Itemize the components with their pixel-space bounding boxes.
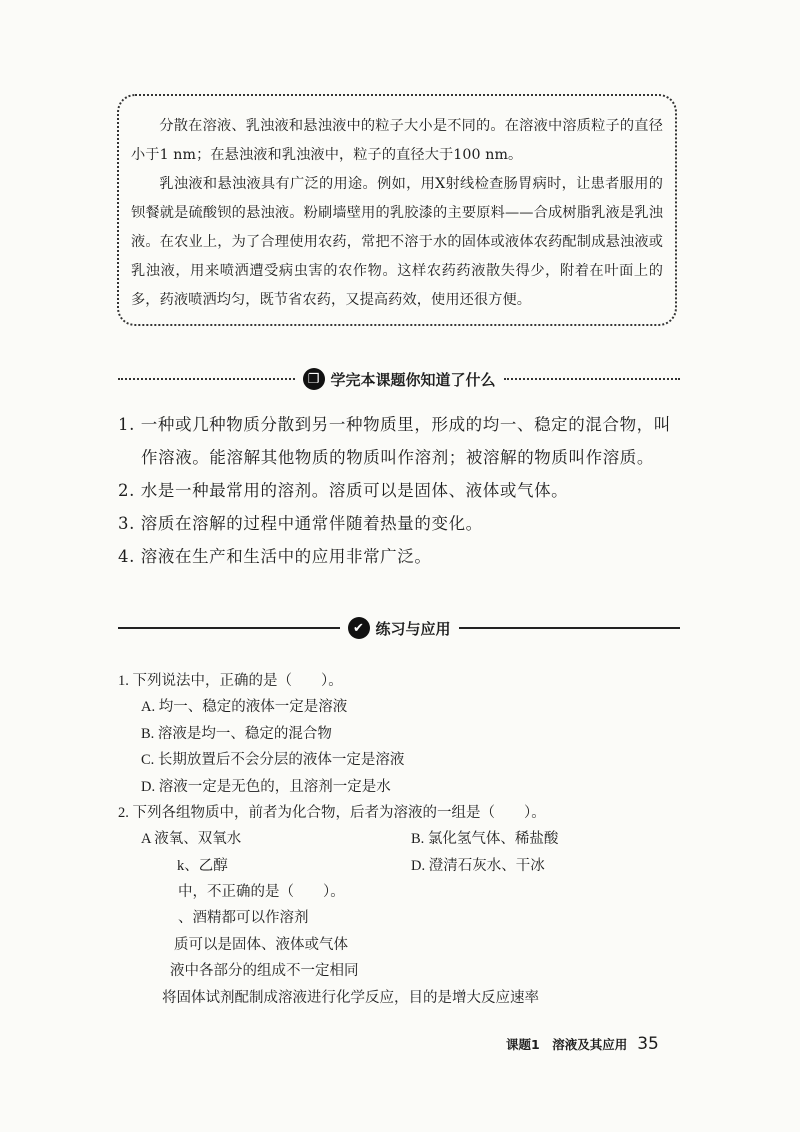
option: 将固体试剂配制成溶液进行化学反应，目的是增大反应速率 xyxy=(162,989,539,1006)
option: B. 溶液是均一、稳定的混合物 xyxy=(141,725,332,742)
option-d: D. 澄清石灰水、干冰 xyxy=(411,857,545,874)
option-a: A 液氧、双氧水 xyxy=(141,831,242,847)
exercise-title: 练习与应用 xyxy=(375,619,451,638)
summary-list xyxy=(118,408,680,573)
book-icon: ❐ xyxy=(303,368,325,390)
summary-item: 2. 水是一种最常用的溶剂。溶质可以是固体、液体或气体。 xyxy=(118,481,569,500)
exercise-list xyxy=(118,668,680,1011)
question-1-stem: 1. 下列说法中，正确的是（ ）。 xyxy=(118,673,343,689)
dotted-rule-right xyxy=(504,378,681,380)
reading-paragraph-1: 分散在溶液、乳浊液和悬浊液中的粒子大小是不同的。在溶液中溶质粒子的直径小于1 nm；在悬浊液和乳浊液中，粒子的直径大于100 nm。 xyxy=(131,118,663,163)
solid-rule-left xyxy=(118,627,340,629)
checkmark-icon: ✔ xyxy=(348,617,370,639)
option: A. 均一、稳定的液体一定是溶液 xyxy=(141,699,348,715)
question-1-options xyxy=(118,694,680,800)
page-footer xyxy=(506,1034,659,1054)
question-3-stem: 中，不正确的是（ ）。 xyxy=(178,884,345,900)
summary-item: 1. 一种或几种物质分散到另一种物质里，形成的均一、稳定的混合物，叫作溶液。能溶解其他物质的物质叫作溶剂；被溶解的物质叫作溶质。 xyxy=(118,415,671,467)
page-number: 35 xyxy=(637,1034,659,1054)
option: D. 溶液一定是无色的，且溶剂一定是水 xyxy=(141,778,391,795)
option: 、酒精都可以作溶剂 xyxy=(178,910,309,926)
summary-header xyxy=(118,368,680,390)
option: C. 长期放置后不会分层的液体一定是溶液 xyxy=(141,752,405,768)
question-2-stem: 2. 下列各组物质中，前者为化合物，后者为溶液的一组是（ ）。 xyxy=(118,805,546,821)
solid-rule-right xyxy=(459,627,681,629)
exercise-header xyxy=(118,617,680,639)
reading-box xyxy=(117,94,677,326)
chapter-label: 课题1 溶液及其应用 xyxy=(506,1037,628,1052)
summary-item: 3. 溶质在溶解的过程中通常伴随着热量的变化。 xyxy=(118,514,483,533)
summary-item: 4. 溶液在生产和生活中的应用非常广泛。 xyxy=(118,547,432,566)
reading-paragraph-2: 乳浊液和悬浊液具有广泛的用途。例如，用X射线检查肠胃病时，让患者服用的钡餐就是硫酸钡的悬浊液。粉刷墙壁用的乳胶漆的主要原料——合成树脂乳液是乳浊液。在农业上，为了合理使用农药，常把不溶于水的固体或液体农药配制成悬浊液或乳浊液，用来喷洒遭受病虫害的农作物。这样农药药液散失得少，附着在叶面上的多，药液喷洒均匀，既节省农药，又提高药效，使用还很方便。 xyxy=(131,176,663,308)
option: 质可以是固体、液体或气体 xyxy=(174,936,348,953)
question-3-options xyxy=(118,905,680,1011)
option-b: B. 氯化氢气体、稀盐酸 xyxy=(411,831,559,847)
dotted-rule-left xyxy=(118,378,295,380)
option-c: k、乙醇 xyxy=(177,857,228,874)
summary-title: 学完本课题你知道了什么 xyxy=(330,370,496,389)
question-2-options xyxy=(118,826,680,879)
option: 液中各部分的组成不一定相同 xyxy=(170,963,359,979)
